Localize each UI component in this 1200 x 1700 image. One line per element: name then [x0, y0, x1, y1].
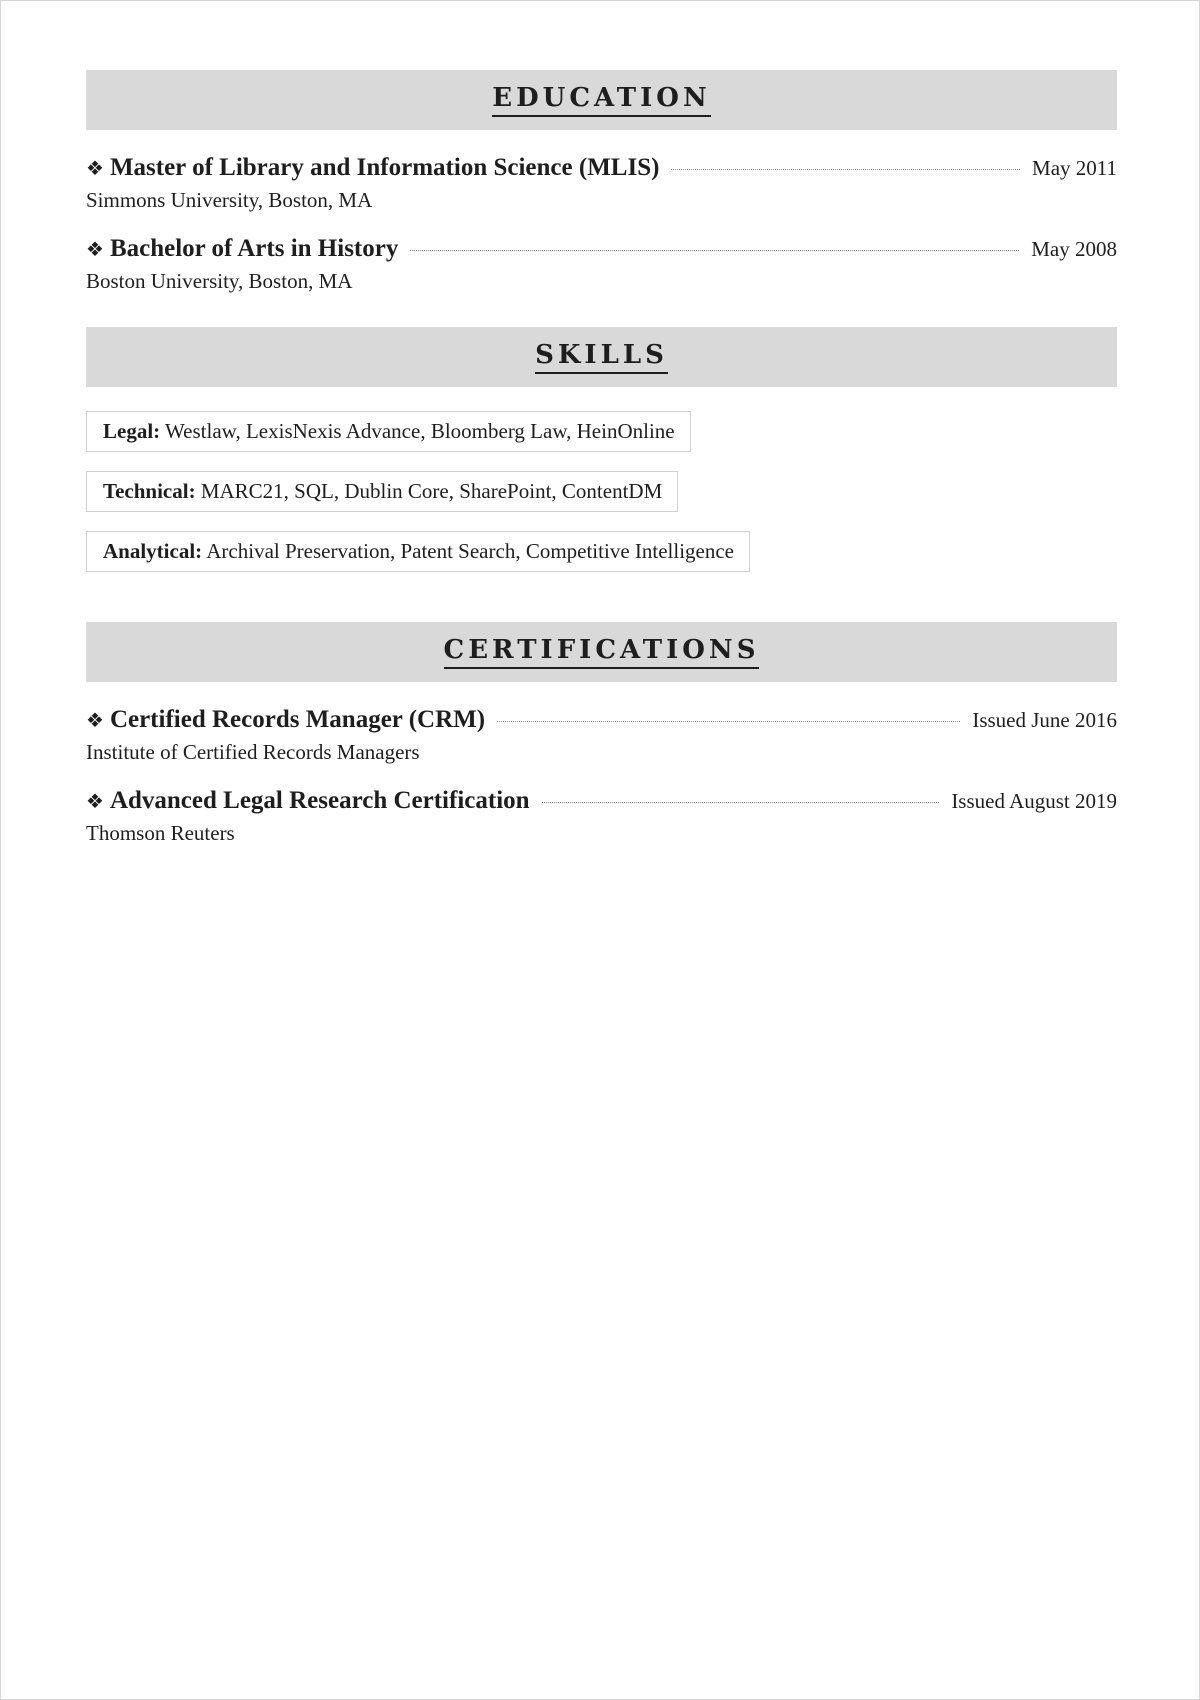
- education-entry: [86, 233, 1117, 294]
- certification-issuer: Thomson Reuters: [86, 821, 235, 845]
- certification-date: Issued June 2016: [972, 707, 1117, 732]
- skills-header: [86, 327, 1117, 387]
- dotted-leader: [497, 721, 960, 722]
- skill-item: [86, 471, 678, 512]
- resume-content: [86, 70, 1117, 879]
- degree-title: Bachelor of Arts in History: [109, 235, 399, 262]
- dotted-leader: [671, 169, 1020, 170]
- skill-item: [86, 531, 750, 572]
- skill-row: [86, 531, 1117, 591]
- skill-row: [86, 411, 1117, 471]
- certifications-header: [86, 622, 1117, 682]
- dotted-leader: [542, 802, 940, 803]
- degree-title: Master of Library and Information Science (MLIS): [109, 154, 660, 181]
- certification-name: Advanced Legal Research Certification: [109, 787, 530, 814]
- education-section: [86, 70, 1117, 294]
- dotted-leader: [410, 250, 1019, 251]
- skill-row: [86, 471, 1117, 531]
- degree-institution: Boston University, Boston, MA: [86, 269, 353, 293]
- skills-section: [86, 327, 1117, 591]
- certification-entry-row: [86, 785, 1117, 817]
- diamond-bullet-icon: ❖: [86, 789, 104, 813]
- skills-title: SKILLS: [535, 340, 668, 374]
- degree-date: May 2008: [1031, 236, 1117, 261]
- skills-list: [86, 411, 1117, 591]
- skill-label: Technical:: [103, 479, 196, 503]
- skill-label: Legal:: [103, 419, 161, 443]
- certification-entry: [86, 704, 1117, 765]
- certification-entry: [86, 785, 1117, 846]
- degree-institution: Simmons University, Boston, MA: [86, 188, 373, 212]
- certification-issuer: Institute of Certified Records Managers: [86, 740, 420, 764]
- diamond-bullet-icon: ❖: [86, 156, 104, 180]
- education-title: EDUCATION: [492, 83, 710, 117]
- skill-value: Westlaw, LexisNexis Advance, Bloomberg Law, HeinOnline: [165, 419, 675, 443]
- skill-value: Archival Preservation, Patent Search, Competitive Intelligence: [206, 539, 734, 563]
- diamond-bullet-icon: ❖: [86, 708, 104, 732]
- certification-entry-row: [86, 704, 1117, 736]
- skill-value: MARC21, SQL, Dublin Core, SharePoint, ContentDM: [200, 479, 663, 503]
- education-entry: [86, 152, 1117, 213]
- education-entry-row: [86, 233, 1117, 265]
- education-entry-row: [86, 152, 1117, 184]
- degree-date: May 2011: [1032, 155, 1117, 180]
- certification-name: Certified Records Manager (CRM): [109, 706, 486, 733]
- skill-label: Analytical:: [103, 539, 203, 563]
- education-header: [86, 70, 1117, 130]
- certifications-section: [86, 622, 1117, 846]
- certification-date: Issued August 2019: [951, 788, 1117, 813]
- certifications-title: CERTIFICATIONS: [444, 635, 760, 669]
- diamond-bullet-icon: ❖: [86, 237, 104, 261]
- skill-item: [86, 411, 691, 452]
